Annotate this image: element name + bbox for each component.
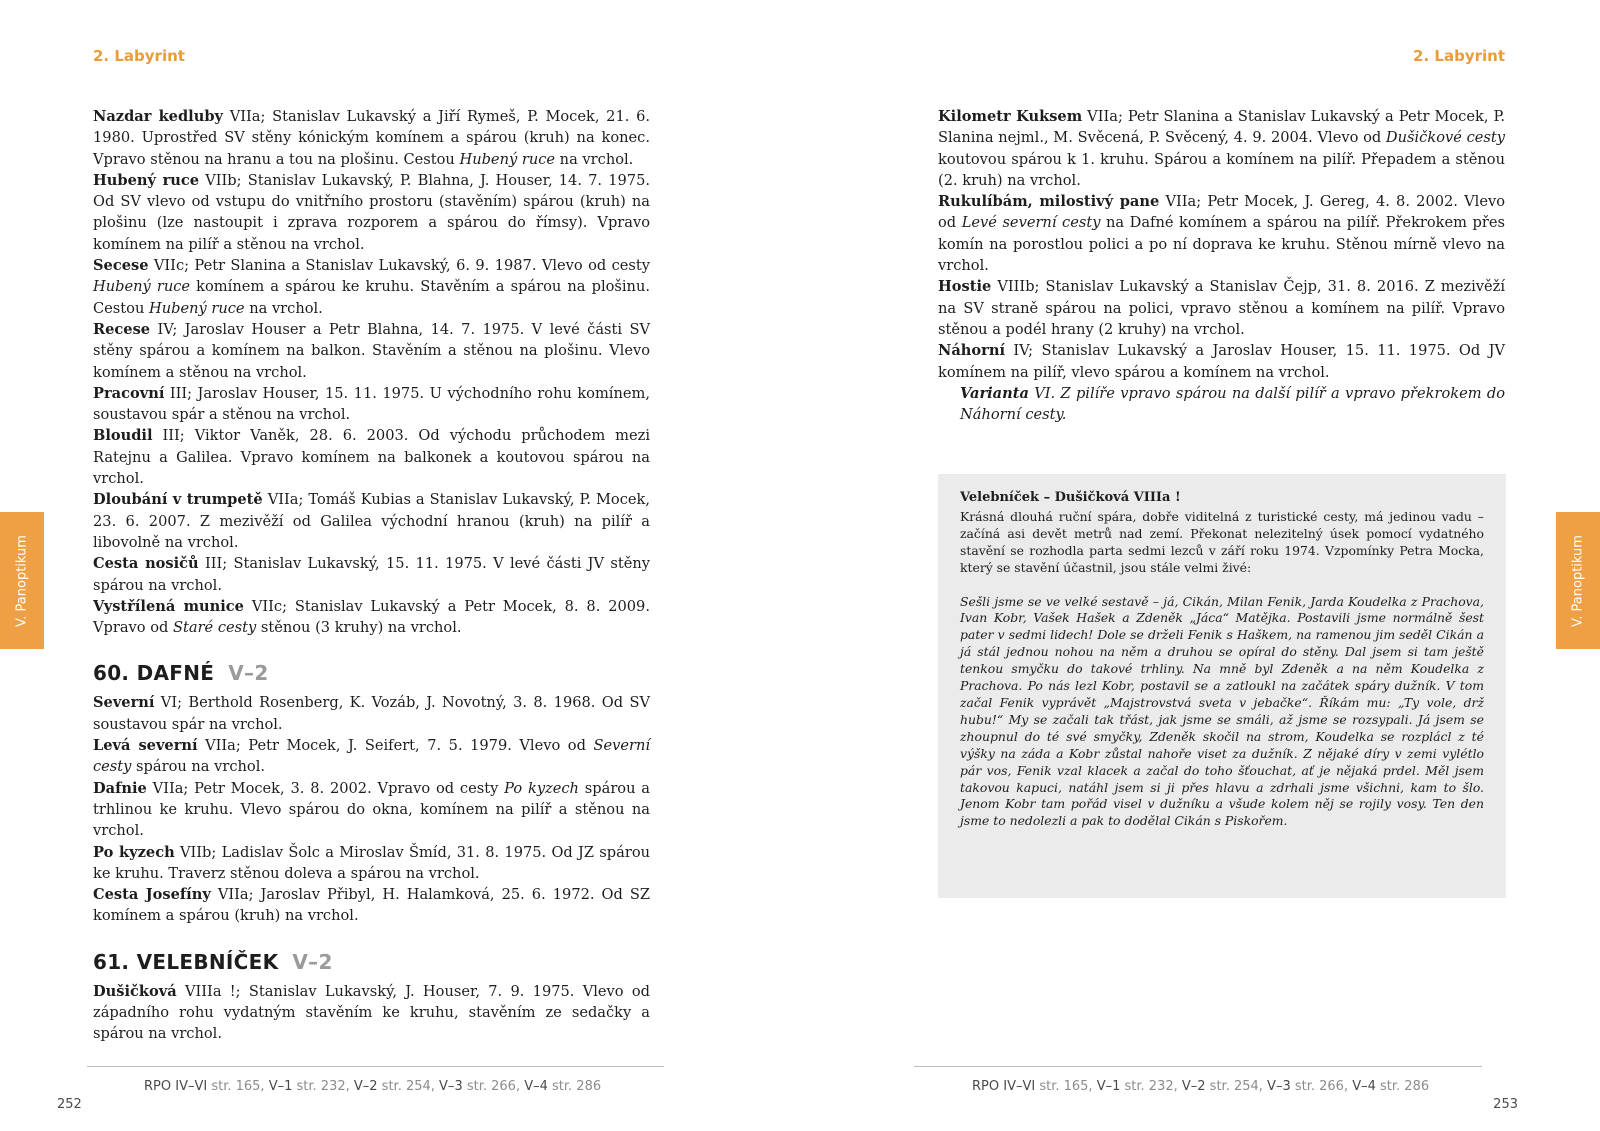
route-list xyxy=(93,106,650,638)
footer-rule xyxy=(914,1066,1482,1067)
section-title: 60. DAFNÉ xyxy=(93,661,215,686)
story-box xyxy=(938,474,1506,898)
route-list xyxy=(93,692,650,926)
section-grade: V–2 xyxy=(228,661,269,686)
route-entry: Cesta nosičů III; Stanislav Lukavský, 15. 11. 1975. V levé části JV stěny spárou na vrchol. xyxy=(93,555,650,594)
section-title: 61. VELEBNÍČEK xyxy=(93,949,279,974)
route-entry: Kilometr Kuksem VIIa; Petr Slanina a Stanislav Lukavský a Petr Mocek, P. Slanina nejml., M. Svěcená, P. Svěcený, 4. 9. 2004. Vlevo od Dušičkové cesty koutovou spárou k 1. kruhu. Spárou a komínem na pilíř. Přepadem a stěnou (2. kruh) na vrchol. xyxy=(938,108,1505,189)
route-variant: Varianta VI. Z pilíře vpravo spárou na další pilíř a vpravo překrokem do Náhorní cesty. xyxy=(960,384,1505,424)
section-heading-velebnicek xyxy=(93,949,650,975)
route-entry: Hubený ruce VIIb; Stanislav Lukavský, P. Blahna, J. Houser, 14. 7. 1975. Od SV vlevo od vstupu do vnitřního prostoru (stavěním) spárou (kruh) na plošinu (lze nastoupit i zprava rozporem a spárou do římsy). Vpravo komínem na pilíř a stěnou na vrchol. xyxy=(93,171,650,253)
footer-nav: RPO IV–VI str. 165, V–1 str. 232, V–2 str. 254, V–3 str. 266, V–4 str. 286 xyxy=(972,1079,1430,1094)
route-entry: Levá severní VIIa; Petr Mocek, J. Seifert, 7. 5. 1979. Vlevo od Severní cesty spárou na vrchol. xyxy=(93,737,651,776)
footer-nav: RPO IV–VI str. 165, V–1 str. 232, V–2 str. 254, V–3 str. 266, V–4 str. 286 xyxy=(144,1079,602,1094)
route-entry: Nazdar kedluby VIIa; Stanislav Lukavský a Jiří Rymeš, P. Mocek, 21. 6. 1980. Uprostřed SV stěny kónickým komínem a spárou (kruh) na konec. Vpravo stěnou na hranu a tou na plošinu. Cestou Hubený ruce na vrchol. xyxy=(93,108,650,168)
side-tab xyxy=(0,512,44,649)
route-list xyxy=(93,981,650,1045)
route-entry: Dloubání v trumpetě VIIa; Tomáš Kubias a Stanislav Lukavský, P. Mocek, 23. 6. 2007. Z mezivěží od Galilea východní hranou (kruh) na pilíř a libovolně na vrchol. xyxy=(93,491,650,551)
route-entry: Rukulíbám, milostivý pane VIIa; Petr Mocek, J. Gereg, 4. 8. 2002. Vlevo od Levé severní cesty na Dafné komínem a spárou na pilíř. Překrokem přes komín na porostlou polici a po ní doprava ke kruhu. Stěnou mírně vlevo na vrchol. xyxy=(938,193,1505,275)
route-entry: Severní VI; Berthold Rosenberg, K. Vozáb, J. Novotný, 3. 8. 1968. Od SV soustavou spár na vrchol. xyxy=(93,694,650,733)
route-entry: Bloudil III; Viktor Vaněk, 28. 6. 2003. Od východu průchodem mezi Ratejnu a Galilea. Vpravo komínem na balkonek a koutovou spárou na vrchol. xyxy=(93,427,650,488)
route-entry: Náhorní IV; Stanislav Lukavský a Jaroslav Houser, 15. 11. 1975. Od JV komínem na pilíř, vlevo spárou a komínem na vrchol. xyxy=(938,342,1505,381)
story-box-title: Velebníček – Dušičková VIIIa ! xyxy=(960,490,1181,505)
route-entry: Secese VIIc; Petr Slanina a Stanislav Lukavský, 6. 9. 1987. Vlevo od cesty Hubený ruce komínem a spárou ke kruhu. Stavěním a spárou na plošinu. Cestou Hubený ruce na vrchol. xyxy=(93,257,650,317)
story-box-intro: Krásná dlouhá ruční spára, dobře viditelná z turistické cesty, má jedinou vadu – začíná asi devět metrů nad zemí. Překonat nelezitelný úsek pomocí vydatného stavění se rozhodla parta sedmi lezců v září roku 1974. Vzpomínky Petra Mocka, který se stavění účastnil, jsou stále velmi živé: xyxy=(960,508,1484,575)
footer-rule xyxy=(87,1066,664,1067)
route-entry: Dafnie VIIa; Petr Mocek, 3. 8. 2002. Vpravo od cesty Po kyzech spárou a trhlinou ke kruhu. Vlevo spárou do okna, komínem na pilíř a stěnou na vrchol. xyxy=(93,779,651,840)
side-tab-label: V. Panoptikum xyxy=(1570,534,1586,627)
right-text-column xyxy=(938,106,1505,425)
route-entry: Hostie VIIIb; Stanislav Lukavský a Stanislav Čejp, 31. 8. 2016. Z mezivěží na SV straně spárou na polici, vpravo stěnou a komínem na pilíř. Vpravo stěnou a podél hrany (2 kruhy) na vrchol. xyxy=(938,278,1505,338)
left-text-column xyxy=(93,106,650,1045)
page-number: 252 xyxy=(57,1097,82,1112)
section-heading-dafne xyxy=(93,660,650,686)
chapter-header: 2. Labyrint xyxy=(93,47,185,65)
page-number: 253 xyxy=(1493,1097,1518,1112)
side-tab-label: V. Panoptikum xyxy=(14,534,30,627)
chapter-header: 2. Labyrint xyxy=(1413,47,1505,65)
story-box-quote: Sešli jsme se ve velké sestavě – já, Cikán, Milan Fenik, Jarda Koudelka z Prachova, Ivan Kobr, Vašek Hašek a Zdeněk „Jáca“ Matějka. Postavili jsme normálně šest pater v sedmi lidech! Dole se drželi Fenik s Haškem, na ramenou jim seděl Cikán a já stál jednou nohou na něm a druhou se opíral do stěny. Dal jsem si tam ještě tenkou smyčku do takové trhliny. Na mně byl Zdeněk a na něm Koudelka z Prachova. Po nás lezl Kobr, postavil se a zatloukl na začátek spáry dužník. V tom začal Fenik vyprávět „Majstrovstvá sveta v jebačke“. Říkám mu: „Ty vole, drž hubu!“ My se začali tak třást, jak jsme se smáli, až jsme se rozsypali. Já jsem se zhoupnul do té své smyčky, Zdeněk skočil na strom, Koudelka se rozplácl z té výšky na záda a Kobr zůstal nahoře viset za dužník. Z nějaké díry v zemi vylétlo pár vos, Fenik vzal klacek a začal do toho šťouchat, ať je nějaká prdel. Měl jsem takovou kapuci, natáhl jsem si ji přes hlavu a zdrhali jsme všichni, kam to šlo. Jenom Kobr tam pořád visel v dužníku a všude kolem něj se rojily vosy. Ten den jsme to nedolezli a pak to dodělal Cikán s Piskořem. xyxy=(960,593,1484,829)
side-tab xyxy=(1556,512,1600,649)
route-entry: Pracovní III; Jaroslav Houser, 15. 11. 1975. U východního rohu komínem, soustavou spár a stěnou na vrchol. xyxy=(93,384,650,424)
section-grade: V–2 xyxy=(292,949,333,974)
route-entry: Cesta Josefíny VIIa; Jaroslav Přibyl, H. Halamková, 25. 6. 1972. Od SZ komínem a spárou (kruh) na vrchol. xyxy=(93,886,650,925)
route-entry: Dušičková VIIIa !; Stanislav Lukavský, J. Houser, 7. 9. 1975. Vlevo od západního rohu vydatným stavěním ke kruhu, stavěním ze sedačky a spárou na vrchol. xyxy=(93,982,650,1043)
route-entry: Vystřílená munice VIIc; Stanislav Lukavský a Petr Mocek, 8. 8. 2009. Vpravo od Staré cesty stěnou (3 kruhy) na vrchol. xyxy=(93,597,650,637)
route-entry: Po kyzech VIIb; Ladislav Šolc a Miroslav Šmíd, 31. 8. 1975. Od JZ spárou ke kruhu. Traverz stěnou doleva a spárou na vrchol. xyxy=(93,843,651,882)
right-page xyxy=(800,0,1600,1131)
route-entry: Recese IV; Jaroslav Houser a Petr Blahna, 14. 7. 1975. V levé části SV stěny spárou a komínem na balkon. Stavěním a stěnou na plošinu. Vlevo komínem a stěnou na vrchol. xyxy=(93,320,650,381)
